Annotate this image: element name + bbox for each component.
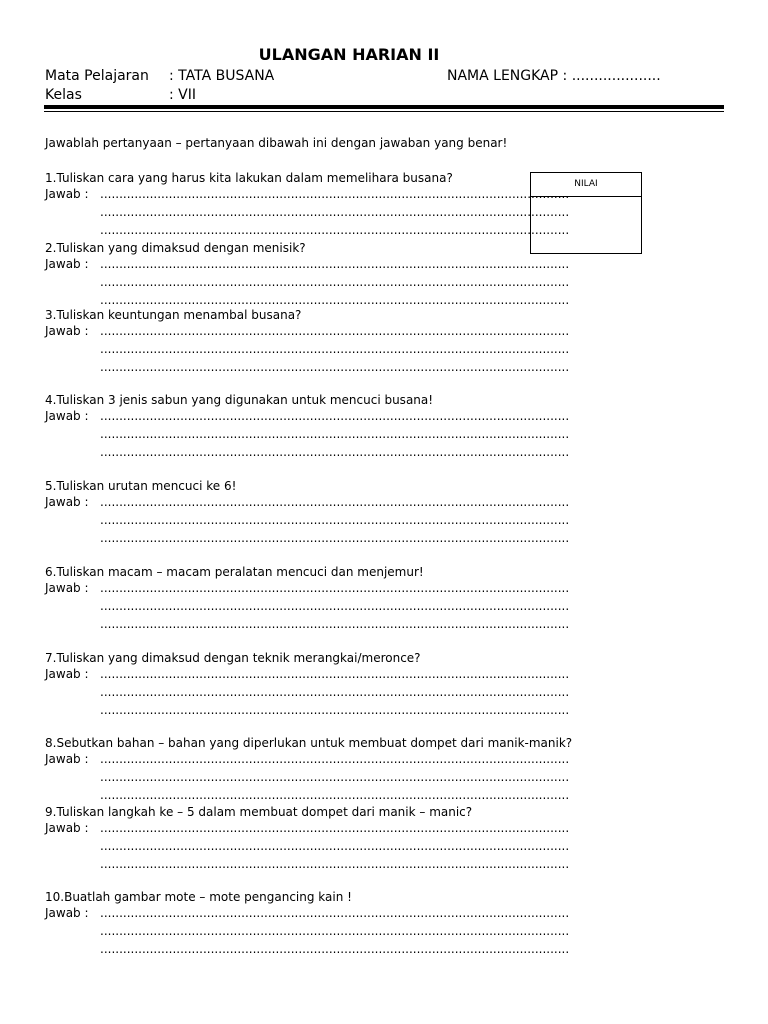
answer-line[interactable]: ........................................................................................................................... <box>100 581 570 595</box>
answer-line[interactable]: ........................................................................................................................... <box>100 667 570 681</box>
page-title: ULANGAN HARIAN II <box>258 45 440 64</box>
class-label: Kelas <box>45 87 82 103</box>
question-10: 10.Buatlah gambar mote – mote pengancing kain ! <box>45 890 352 904</box>
header-divider-thick <box>44 105 724 109</box>
answer-line[interactable]: ........................................................................................................................... <box>100 770 570 784</box>
question-6: 6.Tuliskan macam – macam peralatan mencuci dan menjemur! <box>45 565 424 579</box>
answer-line[interactable]: ........................................................................................................................... <box>100 685 570 699</box>
answer-line[interactable]: ........................................................................................................................... <box>100 293 570 307</box>
answer-line[interactable]: ........................................................................................................................... <box>100 617 570 631</box>
answer-line[interactable]: ........................................................................................................................... <box>100 205 570 219</box>
answer-label: Jawab : <box>45 667 89 681</box>
question-8: 8.Sebutkan bahan – bahan yang diperlukan untuk membuat dompet dari manik-manik? <box>45 736 573 750</box>
answer-label: Jawab : <box>45 409 89 423</box>
answer-line[interactable]: ........................................................................................................................... <box>100 788 570 802</box>
question-5: 5.Tuliskan urutan mencuci ke 6! <box>45 479 237 493</box>
score-box-label: NILAI <box>531 173 641 197</box>
answer-line[interactable]: ........................................................................................................................... <box>100 906 570 920</box>
answer-label: Jawab : <box>45 906 89 920</box>
instruction-text: Jawablah pertanyaan – pertanyaan dibawah ini dengan jawaban yang benar! <box>45 136 508 150</box>
question-1: 1.Tuliskan cara yang harus kita lakukan dalam memelihara busana? <box>45 171 453 185</box>
question-9: 9.Tuliskan langkah ke – 5 dalam membuat dompet dari manik – manic? <box>45 805 473 819</box>
class-value: : VII <box>169 87 197 103</box>
answer-label: Jawab : <box>45 752 89 766</box>
subject-label: Mata Pelajaran <box>45 68 149 84</box>
answer-line[interactable]: ........................................................................................................................... <box>100 924 570 938</box>
answer-line[interactable]: ........................................................................................................................... <box>100 703 570 717</box>
answer-line[interactable]: ........................................................................................................................... <box>100 409 570 423</box>
answer-line[interactable]: ........................................................................................................................... <box>100 223 570 237</box>
answer-line[interactable]: ........................................................................................................................... <box>100 342 570 356</box>
answer-line[interactable]: ........................................................................................................................... <box>100 839 570 853</box>
answer-line[interactable]: ........................................................................................................................... <box>100 275 570 289</box>
answer-line[interactable]: ........................................................................................................................... <box>100 942 570 956</box>
answer-line[interactable]: ........................................................................................................................... <box>100 257 570 271</box>
answer-label: Jawab : <box>45 187 89 201</box>
answer-line[interactable]: ........................................................................................................................... <box>100 821 570 835</box>
header-divider-thin <box>44 111 724 112</box>
answer-line[interactable]: ........................................................................................................................... <box>100 360 570 374</box>
answer-label: Jawab : <box>45 821 89 835</box>
question-3: 3.Tuliskan keuntungan menambal busana? <box>45 308 302 322</box>
answer-label: Jawab : <box>45 581 89 595</box>
answer-line[interactable]: ........................................................................................................................... <box>100 324 570 338</box>
answer-label: Jawab : <box>45 257 89 271</box>
name-field[interactable]: NAMA LENGKAP : .................... <box>447 68 661 84</box>
answer-line[interactable]: ........................................................................................................................... <box>100 513 570 527</box>
answer-line[interactable]: ........................................................................................................................... <box>100 531 570 545</box>
answer-line[interactable]: ........................................................................................................................... <box>100 445 570 459</box>
answer-line[interactable]: ........................................................................................................................... <box>100 599 570 613</box>
answer-label: Jawab : <box>45 324 89 338</box>
answer-line[interactable]: ........................................................................................................................... <box>100 187 570 201</box>
answer-line[interactable]: ........................................................................................................................... <box>100 495 570 509</box>
question-4: 4.Tuliskan 3 jenis sabun yang digunakan untuk mencuci busana! <box>45 393 434 407</box>
answer-line[interactable]: ........................................................................................................................... <box>100 752 570 766</box>
answer-label: Jawab : <box>45 495 89 509</box>
answer-line[interactable]: ........................................................................................................................... <box>100 857 570 871</box>
answer-line[interactable]: ........................................................................................................................... <box>100 427 570 441</box>
subject-value: : TATA BUSANA <box>169 68 275 84</box>
question-7: 7.Tuliskan yang dimaksud dengan teknik merangkai/meronce? <box>45 651 421 665</box>
question-2: 2.Tuliskan yang dimaksud dengan menisik? <box>45 241 306 255</box>
